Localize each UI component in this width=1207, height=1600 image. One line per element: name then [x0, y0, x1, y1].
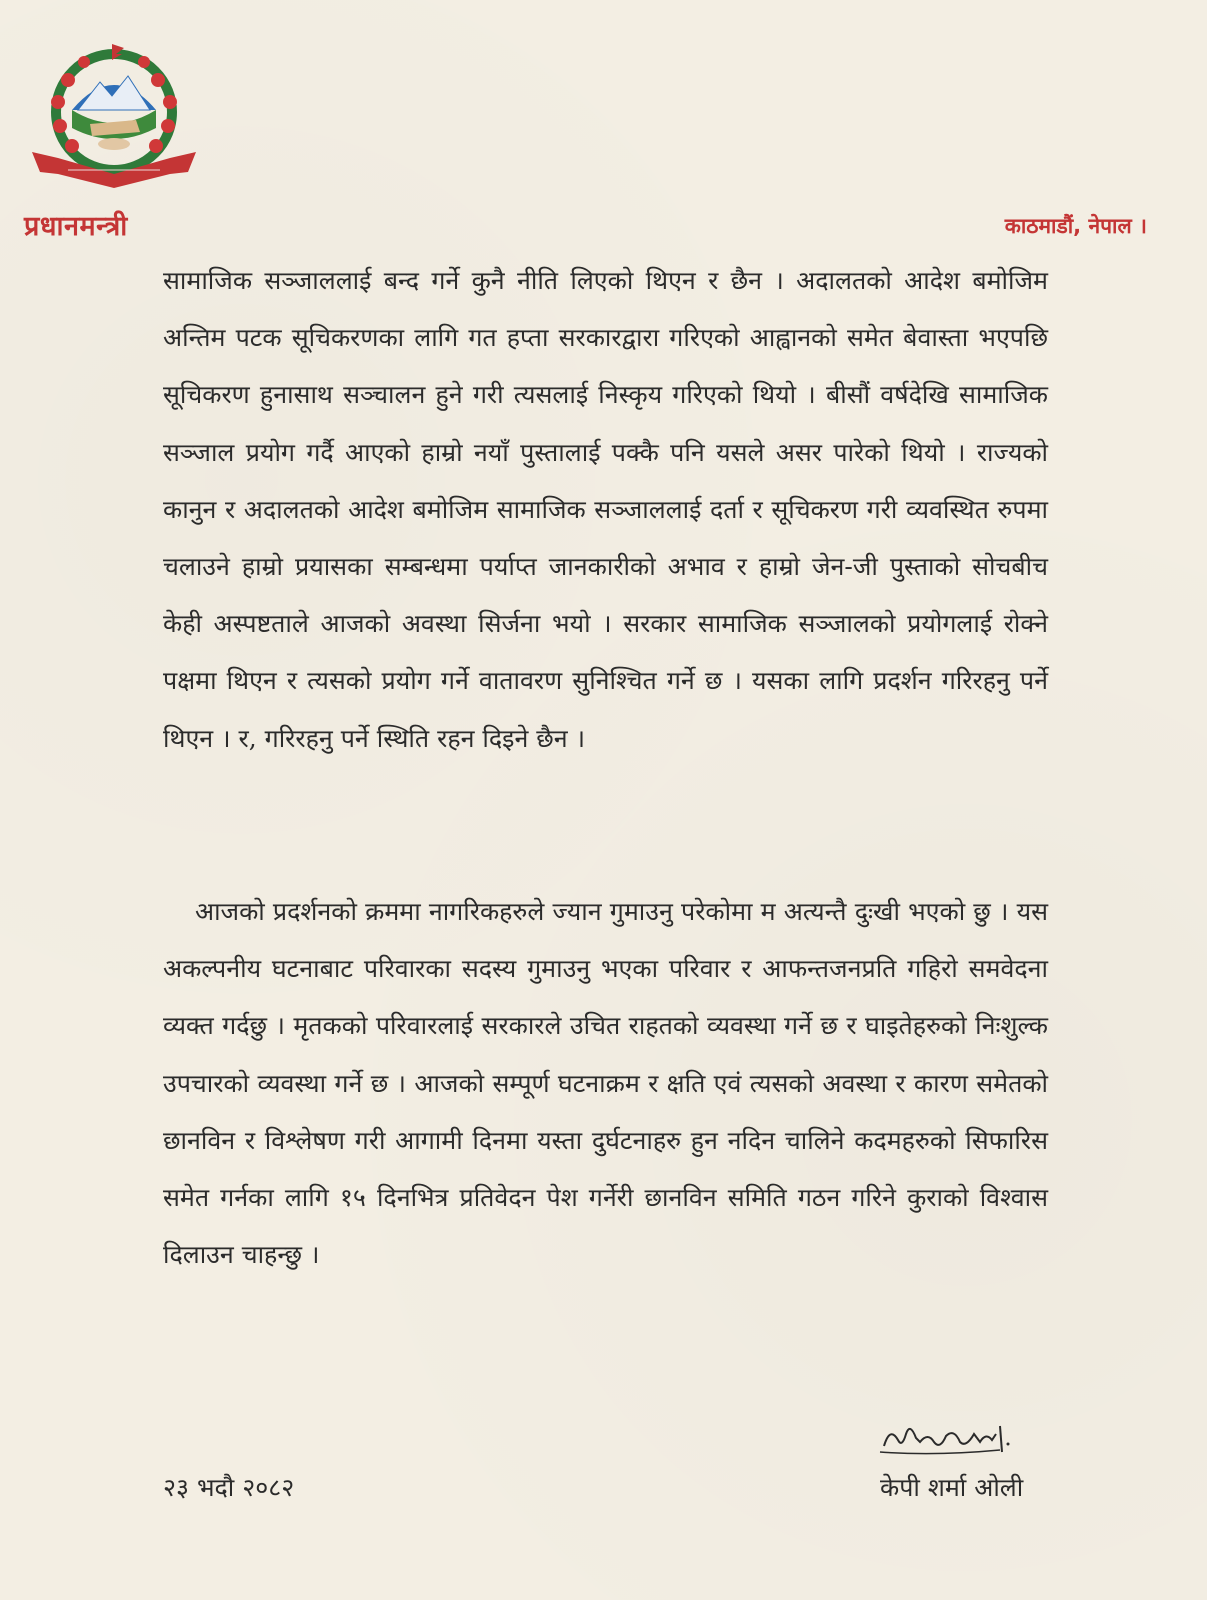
- date: २३ भदौ २०८२: [163, 1473, 295, 1502]
- office-title: प्रधानमन्त्री: [24, 211, 128, 242]
- body-paragraph-2: आजको प्रदर्शनको क्रममा नागरिकहरुले ज्यान गुमाउनु परेकोमा म अत्यन्तै दुःखी भएको छु । यस अकल्पनीय घटनाबाट परिवारका सदस्य गुमाउनु भएका परिवार र आफन्तजनप्रति गहिरो समवेदना व्यक्त गर्दछु । मृतकको परिवारलाई सरकारले उचित राहतको व्यवस्था गर्ने छ र घाइतेहरुको निःशुल्क उपचारको व्यवस्था गर्ने छ । आजको सम्पूर्ण घटनाक्रम र क्षति एवं त्यसको अवस्था र कारण समेतको छानविन र विश्लेषण गरी आगामी दिनमा यस्ता दुर्घटनाहरु हुन नदिन चालिने कदमहरुको सिफारिस समेत गर्नका लागि १५ दिनभित्र प्रतिवेदन पेश गर्नेरी छानविन समिति गठन गरिने कुराको विश्वास दिलाउन चाहन्छु ।: [163, 897, 1048, 1270]
- nepal-emblem: [28, 40, 200, 190]
- signer-name: केपी शर्मा ओली: [880, 1473, 1024, 1502]
- location-text: काठमाडौं, नेपाल ।: [1004, 214, 1147, 238]
- handwritten-signature: [876, 1412, 1026, 1462]
- body-paragraph-1: सामाजिक सञ्जाललाई बन्द गर्ने कुनै नीति लिएको थिएन र छैन । अदालतको आदेश बमोजिम अन्तिम पटक सूचिकरणका लागि गत हप्ता सरकारद्वारा गरिएको आह्वानको समेत बेवास्ता भएपछि सूचिकरण हुनासाथ सञ्चालन हुने गरी त्यसलाई निस्कृय गरिएको थियो । बीसौं वर्षदेखि सामाजिक सञ्जाल प्रयोग गर्दै आएको हाम्रो नयाँ पुस्तालाई पक्कै पनि यसले असर पारेको थियो । राज्यको कानुन र अदालतको आदेश बमोजिम सामाजिक सञ्जाललाई दर्ता र सूचिकरण गरी व्यवस्थित रुपमा चलाउने हाम्रो प्रयासका सम्बन्धमा पर्याप्त जानकारीको अभाव र हाम्रो जेन-जी पुस्ताको सोचबीच केही अस्पष्टताले आजको अवस्था सिर्जना भयो । सरकार सामाजिक सञ्जालको प्रयोगलाई रोक्ने पक्षमा थिएन र त्यसको प्रयोग गर्ने वातावरण सुनिश्चित गर्ने छ । यसका लागि प्रदर्शन गरिरहनु पर्ने थिएन । र, गरिरहनु पर्ने स्थिति रहन दिइने छैन ।: [163, 266, 1048, 753]
